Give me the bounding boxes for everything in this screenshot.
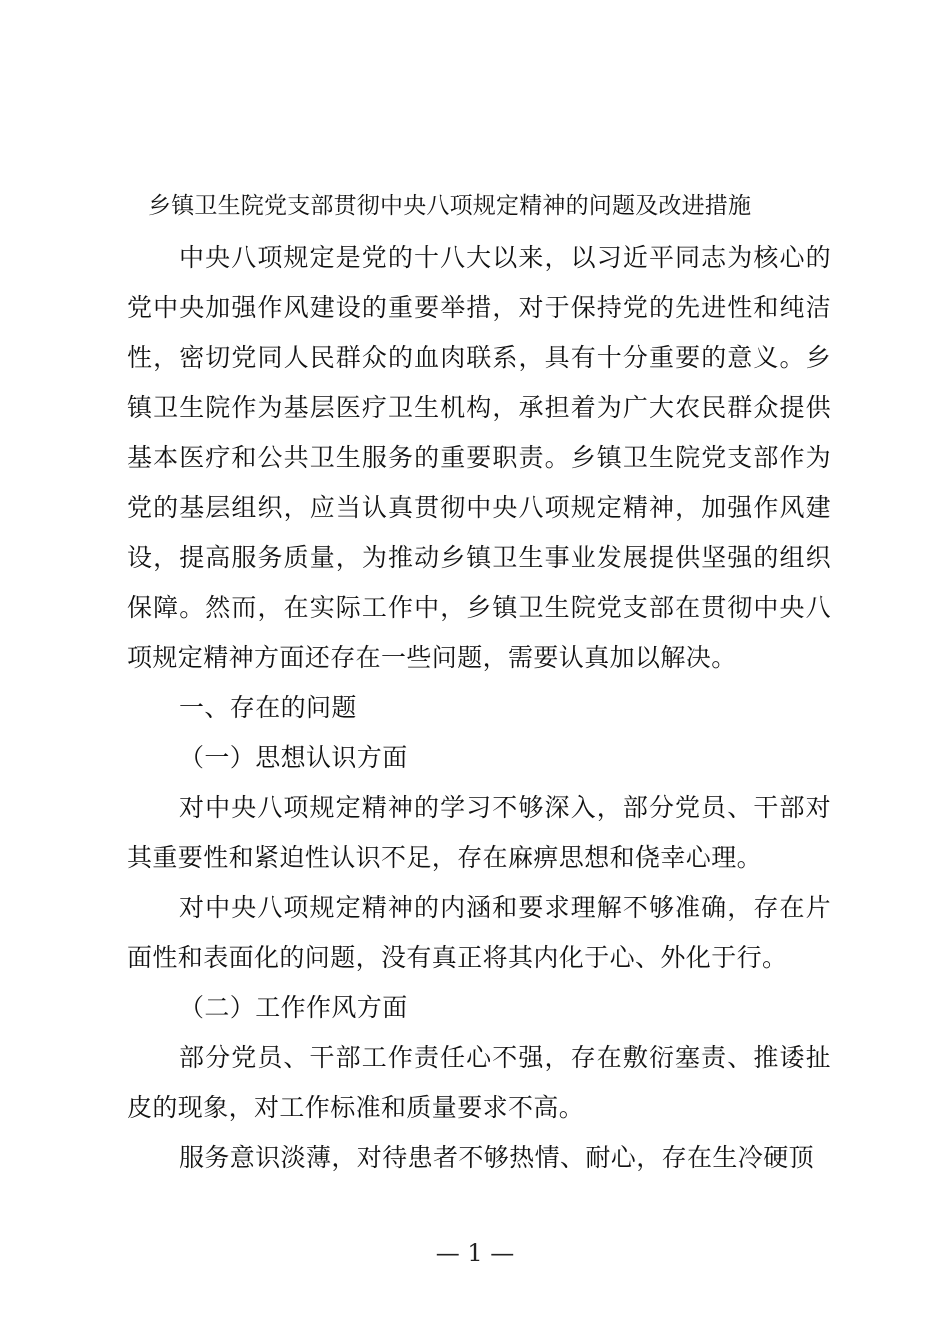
- intro-paragraph: 中央八项规定是党的十八大以来，以习近平同志为核心的党中央加强作风建设的重要举措，对于保持党的先进性和纯洁性，密切党同人民群众的血肉联系，具有十分重要的意义。乡镇卫生院作为基层医疗卫生机构，承担着为广大农民群众提供基本医疗和公共卫生服务的重要职责。乡镇卫生院党支部作为党的基层组织，应当认真贯彻中央八项规定精神，加强作风建设，提高服务质量，为推动乡镇卫生事业发展提供坚强的组织保障。然而，在实际工作中，乡镇卫生院党支部在贯彻中央八项规定精神方面还存在一些问题，需要认真加以解决。: [127, 243, 831, 672]
- document-title: 乡镇卫生院党支部贯彻中央八项规定精神的问题及改进措施: [148, 193, 752, 219]
- page-number: — 1 —: [435, 1239, 515, 1267]
- section-heading-problems: 一、存在的问题: [179, 693, 357, 722]
- subsection-heading-thinking: （一）思想认识方面: [179, 743, 408, 772]
- paragraph-thinking-2: 对中央八项规定精神的内涵和要求理解不够准确，存在片面性和表面化的问题，没有真正将其内化于心、外化于行。: [127, 893, 831, 972]
- document-body: [127, 233, 831, 1183]
- paragraph-thinking-1: 对中央八项规定精神的学习不够深入，部分党员、干部对其重要性和紧迫性认识不足，存在麻痹思想和侥幸心理。: [127, 793, 831, 872]
- subsection-heading-work-style: （二）工作作风方面: [179, 993, 408, 1022]
- paragraph-work-style-1: 部分党员、干部工作责任心不强，存在敷衍塞责、推诿扯皮的现象，对工作标准和质量要求不高。: [127, 1043, 831, 1122]
- paragraph-work-style-2: 服务意识淡薄，对待患者不够热情、耐心，存在生冷硬顶: [179, 1143, 815, 1172]
